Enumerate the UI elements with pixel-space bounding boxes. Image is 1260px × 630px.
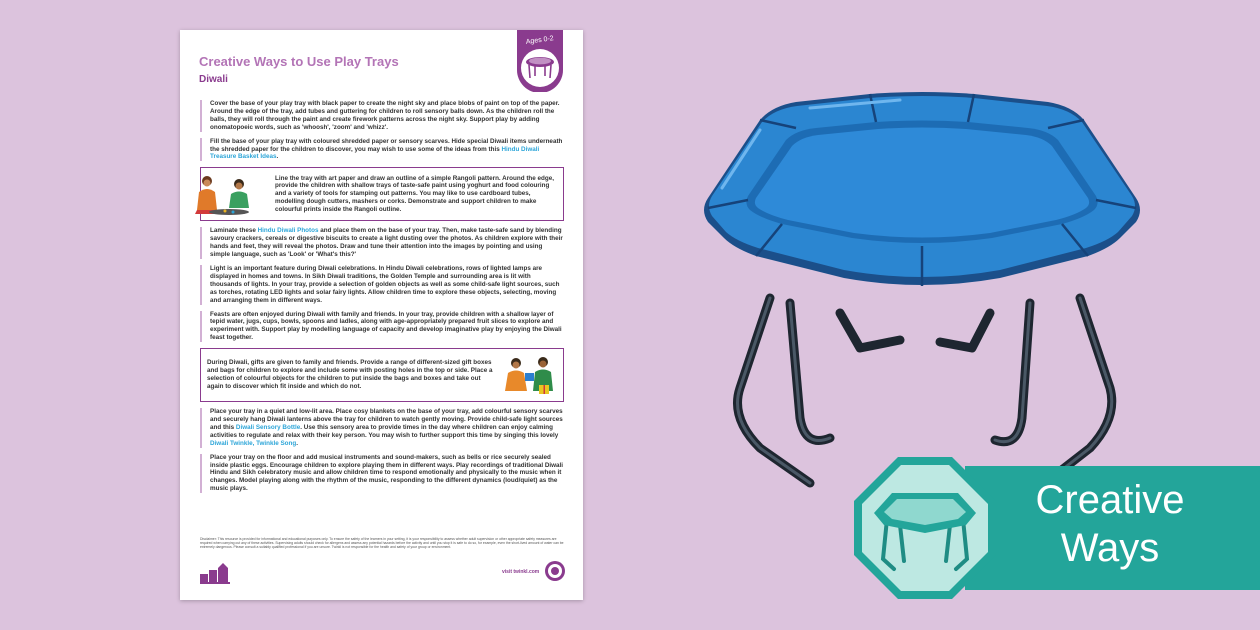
banner-line-creative: Creative bbox=[1035, 478, 1185, 522]
activity-paragraph: Feasts are often enjoyed during Diwali with family and friends. In your tray, provide children with a shallow layer of tepid water, jugs, cups, bowls, spoons and ladles, along with age-appropriately prepared fruit slices to explore and experiment with. Support play by modelling language of capacity and develop imaginative play by enjoying the Diwali feast together. bbox=[200, 311, 564, 343]
play-tray-illustration bbox=[700, 88, 1145, 488]
disclaimer-text: Disclaimer: This resource is provided for informational and educational purposes only. To ensure the safety of the learners in your setting, it is your responsibility to assess whether adult supervision or other appropriate safety measures are required when carrying out any of these activities. Supervising adults should check for allergens and assess any potential hazards before the activity and until you stop it is safe to do so, for example, even the short-lived amount of water can be extremely dangerous. Please consult a suitably qualified professional if you are unsure. Twinkl is not responsible for the health and safety of your group or environment. bbox=[200, 537, 564, 550]
rangoli-activity-text: Line the tray with art paper and draw an outline of a simple Rangoli pattern. Around the edge, provide the children with shallow trays of taste-safe paint using yoghurt and food colouring and a variety of tools for stamping out patterns. You may like to use cardboard tubes, modelling dough cutters, mashers or corks. Demonstrate and support children to make colourful prints inside the Rangoli outline. bbox=[275, 174, 554, 214]
sensory-bottle-link[interactable]: Diwali Sensory Bottle bbox=[235, 423, 301, 431]
children-gifts-illustration bbox=[501, 353, 561, 397]
page-title: Creative Ways to Use Play Trays bbox=[199, 54, 399, 69]
diwali-photos-link[interactable]: Hindu Diwali Photos bbox=[257, 227, 319, 235]
gifts-activity-text: During Diwali, gifts are given to family and friends. Provide a range of different-sized gift boxes and bags for children to explore and include some with posting holes in the top or side. Place a selection of colourful objects for the children to put inside the bags and boxes and take out again to discover which fit inside and which do not. bbox=[207, 359, 493, 391]
gifts-activity-box bbox=[200, 348, 564, 402]
twinkl-logo-icon bbox=[200, 562, 230, 584]
activity-paragraph: Laminate these Hindu Diwali Photos and place them on the base of your tray. Then, make taste-safe sand by blending savoury crackers, cereals or digestive biscuits to create a light dusting over the photos. As children explore with their hands and feet, they will reveal the photos. Draw and tune their attention into the images by pointing and using simple language, such as 'Look' or 'What's this?' bbox=[200, 227, 564, 259]
age-tag bbox=[517, 30, 563, 92]
activity-paragraph: Cover the base of your play tray with black paper to create the night sky and place blobs of paint on top of the paper. Around the edge of the tray, add tubes and guttering for children to roll sensory balls down. As the children roll the balls, they will roll through the paint and create firework patterns across the night sky. Support play by adding onomatopoeic words, such as 'whoosh', 'zoom' and 'whizz'. bbox=[200, 100, 564, 132]
twinkl-badge-icon bbox=[544, 560, 566, 582]
rangoli-activity-box bbox=[200, 167, 564, 221]
activity-paragraph: Light is an important feature during Diwali celebrations. In Hindu Diwali celebrations, rows of lighted lamps are displayed in homes and towns. In Sikh Diwali traditions, the Golden Temple and surrounding area is lit with thousands of lights. In your tray, provide a selection of golden objects as well as some child-safe light sources, such as torches, rotating LED lights and solar fairy lights. Allow children time to explore these objects, selecting, moving and arranging them in different ways. bbox=[200, 265, 564, 305]
footer-url[interactable]: visit twinkl.com bbox=[502, 569, 540, 575]
twinkle-song-link[interactable]: Diwali Twinkle, Twinkle Song bbox=[210, 439, 297, 447]
age-label: Ages 0-2 bbox=[525, 35, 555, 46]
activity-paragraph: Place your tray in a quiet and low-lit area. Place cosy blankets on the base of your tray, add colourful sensory scarves and securely hang Diwali lanterns above the tray for children to watch gently moving. Provide child-safe light sources and this Diwali Sensory Bottle. Use this sensory area to provide times in the day where children can enjoy calming activities to regulate and relax with their key person. You may wish to further support this time by singing this lovely Diwali Twinkle, Twinkle Song. bbox=[200, 408, 564, 448]
play-tray-badge-icon bbox=[850, 453, 1000, 603]
activity-paragraph: Place your tray on the floor and add musical instruments and sound-makers, such as bells or rice securely sealed inside plastic eggs. Encourage children to explore playing them in different ways. Play recordings of traditional Diwali Hindu and Sikh celebratory music and allow children time to respond emotionally and physically to the music when it changes. Model playing along with the rhythm of the music, responding to the different dynamics (loud/quiet) as the music plays. bbox=[200, 454, 564, 494]
activity-paragraph: Fill the base of your play tray with coloured shredded paper or sensory scarves. Hide special Diwali items underneath the shredded paper for the children to discover, you may wish to use some of the ideas from this Hindu Diwali Treasure Basket Ideas. bbox=[200, 138, 564, 162]
page-subtitle: Diwali bbox=[199, 74, 228, 85]
activity-sheet bbox=[180, 30, 583, 600]
banner-line-ways: Ways bbox=[1060, 526, 1160, 570]
children-painting-illustration bbox=[189, 172, 271, 216]
treasure-basket-link[interactable]: Hindu Diwali Treasure Basket Ideas bbox=[210, 145, 540, 161]
creative-ways-title bbox=[1025, 476, 1195, 572]
